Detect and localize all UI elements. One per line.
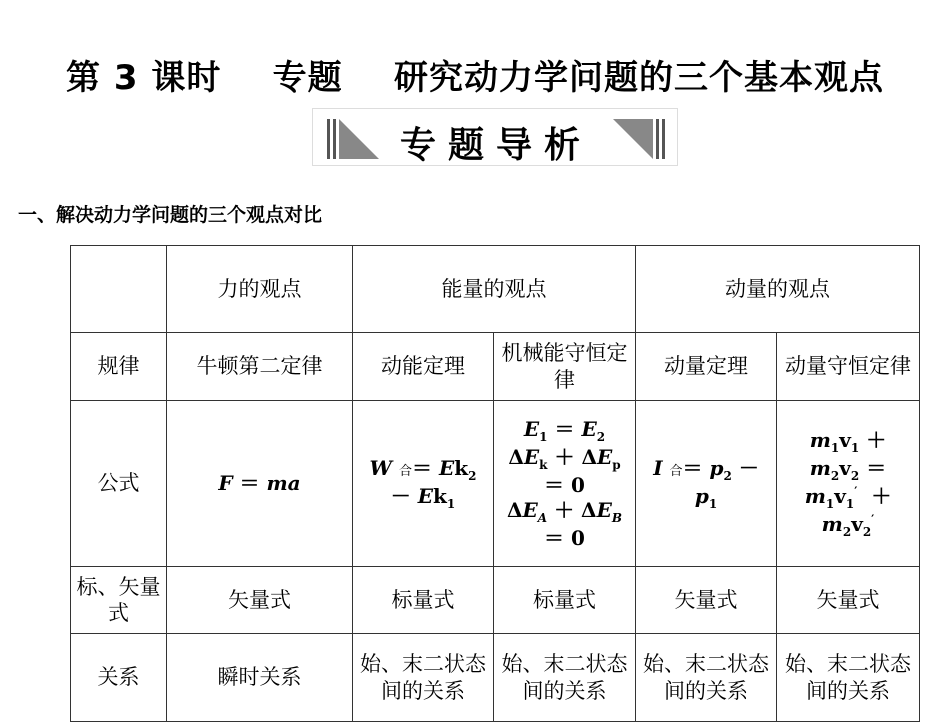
table-row-relation — [71, 634, 920, 722]
law-cell: 动量守恒定律 — [777, 333, 920, 401]
header-force-view: 力的观点 — [167, 246, 353, 333]
formula-momentum-conservation: $m_1v_1$ ＋ $m_2v_2$ ＝ $m_1v_1'$ ＋ $m_2v_2'$ — [777, 401, 920, 567]
banner-triangle-right-icon — [613, 119, 653, 159]
banner-bar-left-2 — [333, 119, 336, 159]
topic-banner — [312, 108, 678, 166]
vector-cell: 矢量式 — [636, 567, 777, 634]
relation-cell: 始、末二状态间的关系 — [777, 634, 920, 722]
section-heading: 一、解决动力学问题的三个观点对比 — [18, 204, 323, 226]
table-corner-cell — [71, 246, 167, 333]
banner-bar-right-2 — [662, 119, 665, 159]
law-cell: 机械能守恒定律 — [494, 333, 636, 401]
table-row-law — [71, 333, 920, 401]
formula-kinetic-energy: W 合＝ $Ek_2$ － $Ek_1$ — [353, 401, 494, 567]
banner-bar-left — [327, 119, 330, 159]
formula-mechanical-energy: $E_1 = E_2$ $\Delta E_k + \Delta E_p$ ＝ 0 $\Delta E_A + \Delta E_B$ ＝ 0 — [494, 401, 636, 567]
formula-impulse: I 合＝ $p_2$ － $p_1$ — [636, 401, 777, 567]
vector-cell: 标量式 — [353, 567, 494, 634]
vector-cell: 矢量式 — [167, 567, 353, 634]
row-label-law: 规律 — [71, 333, 167, 401]
comparison-table — [70, 245, 920, 722]
header-momentum-view: 动量的观点 — [636, 246, 920, 333]
row-label-vector: 标、矢量式 — [71, 567, 167, 634]
relation-cell: 始、末二状态间的关系 — [353, 634, 494, 722]
table-header-row — [71, 246, 920, 333]
relation-cell: 始、末二状态间的关系 — [636, 634, 777, 722]
law-cell: 动量定理 — [636, 333, 777, 401]
law-cell: 动能定理 — [353, 333, 494, 401]
relation-cell: 瞬时关系 — [167, 634, 353, 722]
relation-cell: 始、末二状态间的关系 — [494, 634, 636, 722]
row-label-formula: 公式 — [71, 401, 167, 567]
vector-cell: 标量式 — [494, 567, 636, 634]
banner-bar-right — [656, 119, 659, 159]
banner-text: 专题导析 — [399, 125, 592, 166]
banner-triangle-left-icon — [339, 119, 379, 159]
page-title: 第 3 课时 专题 研究动力学问题的三个基本观点 — [65, 58, 885, 98]
law-cell: 牛顿第二定律 — [167, 333, 353, 401]
vector-cell: 矢量式 — [777, 567, 920, 634]
table-row-vector — [71, 567, 920, 634]
table-row-formula — [71, 401, 920, 567]
header-energy-view: 能量的观点 — [353, 246, 636, 333]
row-label-relation: 关系 — [71, 634, 167, 722]
formula-newton: F ＝ ma — [167, 401, 353, 567]
